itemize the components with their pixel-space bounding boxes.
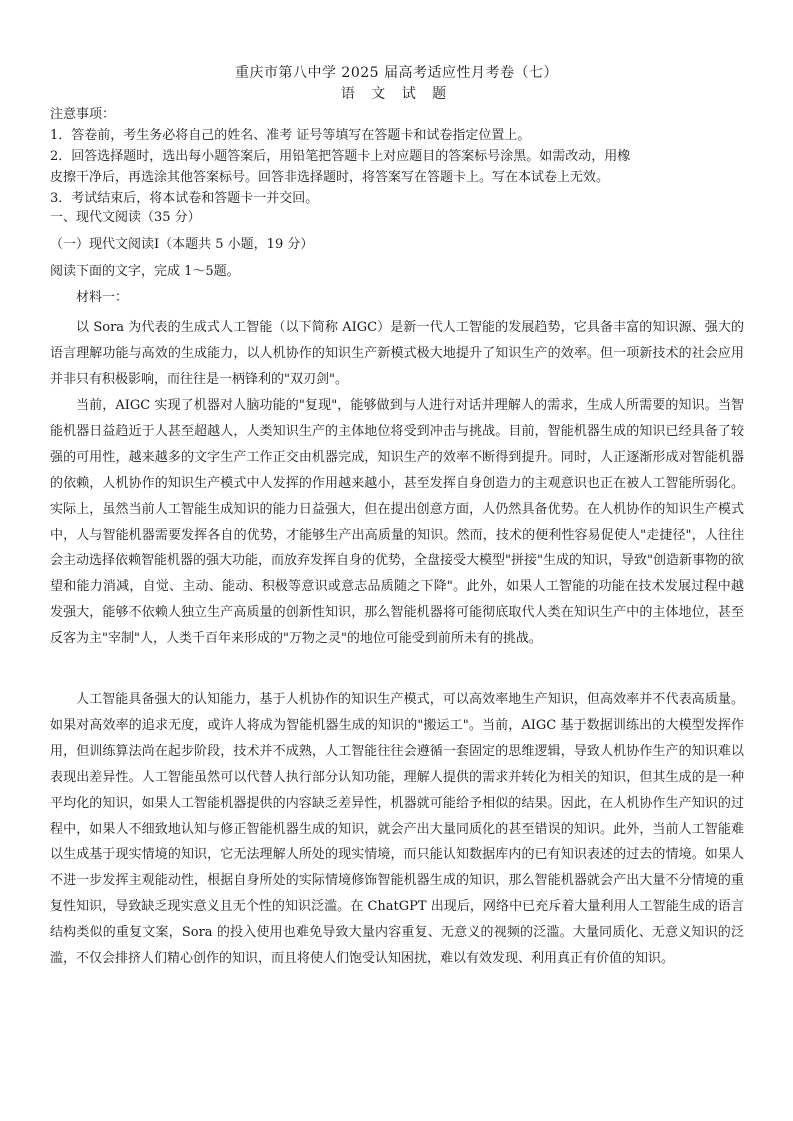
- material-label: 材料一：: [76, 290, 129, 305]
- reading-instruction: 阅读下面的文字，完成 1～5题。: [50, 264, 240, 279]
- material-paragraph-1: 以 Sora 为代表的生成式人工智能（以下简称 AIGC）是新一代人工智能的发展趋势，它具备丰富的知识源、强大的语言理解功能与高效的生成能力，以人机协作的知识生产新模式极大地提升了知识生产的效率。但一项新技术的社会应用并非只有积极影响，而往往是一柄锋利的"双刃剑"。: [50, 320, 744, 387]
- section-heading: 一、现代文阅读（35 分）: [50, 210, 201, 225]
- notice-heading: 注意事项：: [50, 107, 116, 122]
- sub-section-heading: （一）现代文阅读Ⅰ（本题共 5 小题，19 分）: [50, 237, 314, 252]
- notice-item-3: 3．考试结束后，将本试卷和答题卡一并交回。: [50, 191, 319, 206]
- exam-title: 重庆市第八中学 2025 届高考适应性月考卷（七）: [234, 65, 559, 81]
- notice-item-2-cont: 皮擦干净后，再选涂其他答案标号。回答非选择题时，将答案写在答题卡上。写在本试卷上无效。: [50, 170, 610, 185]
- exam-subject-title: 语 文 试 题: [340, 86, 453, 102]
- notice-item-1: 1．答卷前，考生务必将自己的姓名、准考 证号等填写在答题卡和试卷指定位置上。: [50, 128, 531, 143]
- material-paragraph-2: 当前，AIGC 实现了机器对人脑功能的"复现"，能够做到与人进行对话并理解人的需求，生成人所需要的知识。当智能机器日益趋近于人甚至超越人，人类知识生产的主体地位将受到冲击与挑战。目前，智能机器生成的知识已经具备了较强的可用性，越来越多的文字生产工作正交由机器完成，知识生产的效率不断得到提升。同时，人正逐渐形成对智能机器的依赖，人机协作的知识生产模式中人发挥的作用越来越小，甚至发挥自身创造力的主观意识也正在被人工智能所弱化。实际上，虽然当前人工智能生成知识的能力日益强大，但在提出创意方面，人仍然具备优势。在人机协作的知识生产模式中，人与智能机器需要发挥各自的优势，才能够生产出高质量的知识。然而，技术的便利性容易促使人"走捷径"，人往往会主动选择依赖智能机器的强大功能，而放弃发挥自身的优势，全盘接受大模型"拼接"生成的知识，导致"创造新事物的欲望和能力消减，自觉、主动、能动、积极等意识或意志品质随之下降"。此外，如果人工智能的功能在技术发展过程中越发强大，能够不依赖人独立生产高质量的创新性知识，那么智能机器将可能彻底取代人类在知识生产中的主体地位，甚至反客为主"宰制"人，人类千百年来形成的"万物之灵"的地位可能受到前所未有的挑战。: [50, 398, 744, 647]
- notice-item-2: 2．回答选择题时，选出每小题答案后，用铅笔把答题卡上对应题目的答案标号涂黑。如需改动，用橡: [50, 149, 631, 164]
- material-paragraph-3: 人工智能具备强大的认知能力，基于人机协作的知识生产模式，可以高效率地生产知识，但高效率并不代表高质量。如果对高效率的追求无度，或许人将成为智能机器生成的知识的"搬运工"。当前，AIGC 基于数据训练出的大模型发挥作用，但训练算法尚在起步阶段，技术并不成熟，人工智能往往会遵循一套固定的思维逻辑，导致人机协作生产的知识难以表现出差异性。人工智能虽然可以代替人执行部分认知功能，理解人提供的需求并转化为相关的知识，但其生成的是一种平均化的知识，如果人工智能机器提供的内容缺乏差异性，机器就可能给予相似的结果。因此，在人机协作生产知识的过程中，如果人不细致地认知与修正智能机器生成的知识，就会产出大量同质化的甚至错误的知识。此外，当前人工智能难以生成基于现实情境的知识，它无法理解人所处的现实情境，而只能认知数据库内的已有知识表述的过去的情境。如果人不进一步发挥主观能动性，根据自身所处的实际情境修饰智能机器生成的知识，那么智能机器就会产出大量不分情境的重复性知识，导致缺乏现实意义且无个性的知识泛滥。在 ChatGPT 出现后，网络中已充斥着大量利用人工智能生成的语言结构类似的重复文案，Sora 的投入使用也难免导致大量内容重复、无意义的视频的泛滥。大量同质化、无意义知识的泛滥，不仅会排挤人们精心创作的知识，而且将使人们饱受认知困扰，难以有效发现、利用真正有价值的知识。: [50, 692, 744, 967]
